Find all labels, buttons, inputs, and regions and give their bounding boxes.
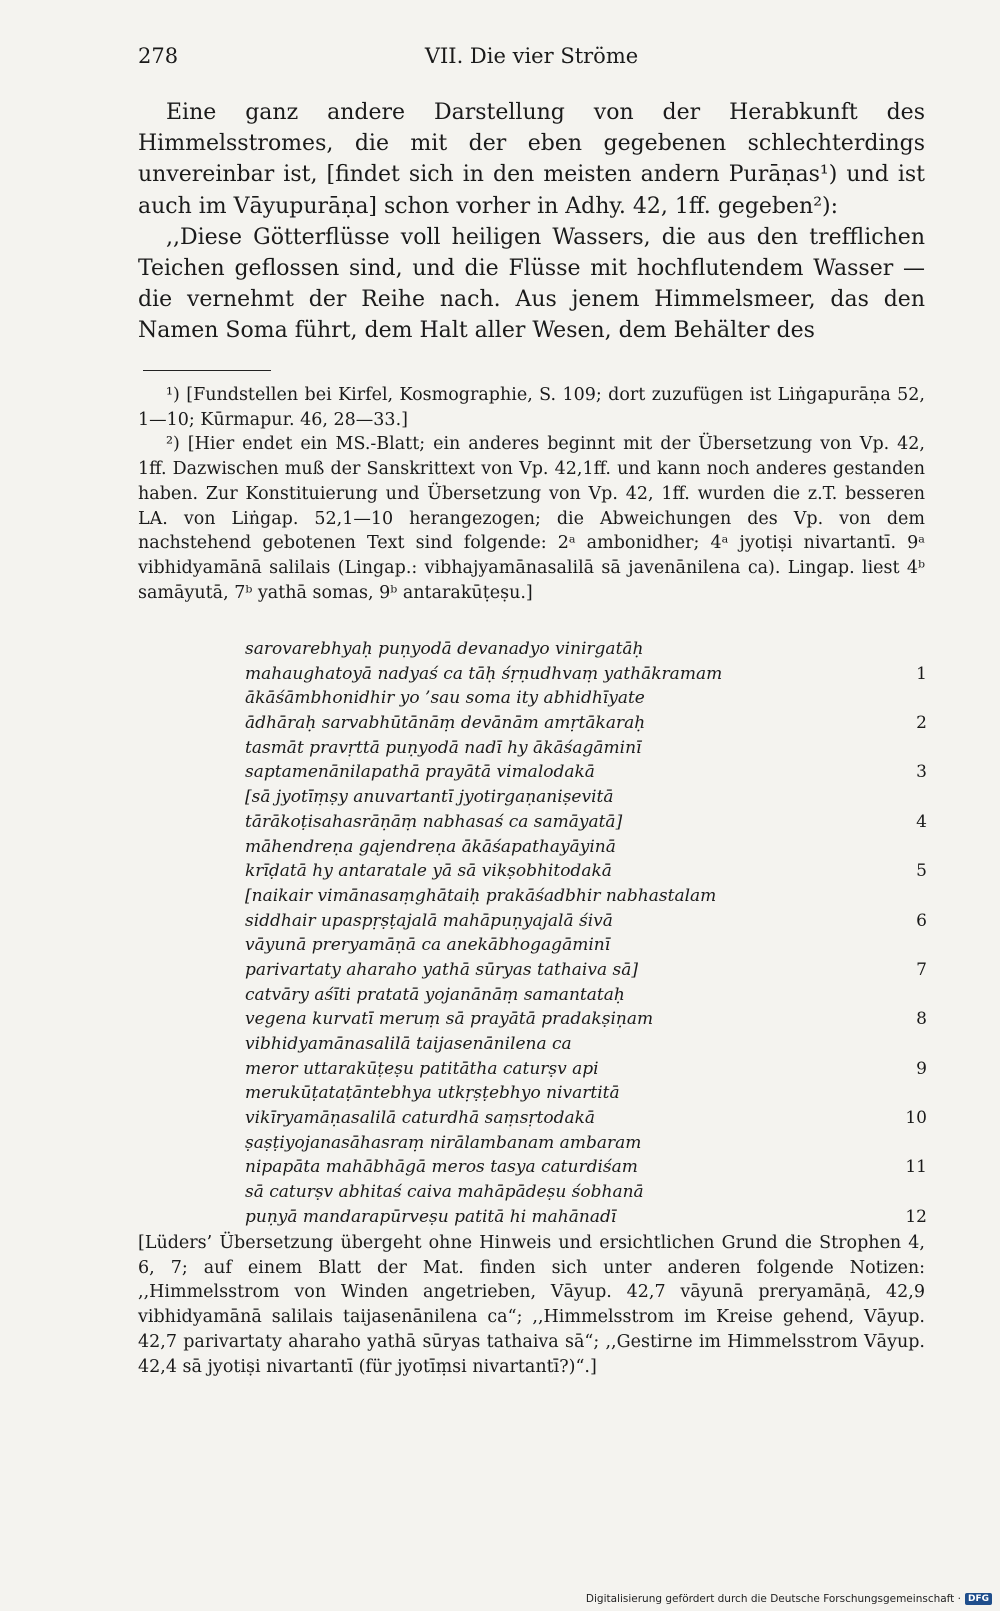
editorial-note: [138, 1231, 925, 1379]
footnotes: [138, 383, 925, 605]
verse-number: 9: [916, 1058, 927, 1079]
verse-number: 5: [916, 861, 927, 882]
verse-line: [245, 983, 927, 1008]
verse-line: [245, 958, 927, 983]
verse-text: meror uttarakūṭeṣu patitātha caturṣv api: [245, 1058, 599, 1079]
verse-line: [245, 1081, 927, 1106]
verse-text: vāyunā preryamāṇā ca anekābhogagāminī: [245, 935, 611, 956]
digitization-footer: [586, 1591, 992, 1607]
verse-text: puṇyā mandarapūrveṣu patitā hi mahānadī: [245, 1206, 617, 1227]
verse-line: [245, 859, 927, 884]
verse-line: [245, 884, 927, 909]
verse-text: merukūṭataṭāntebhya utkṛṣṭebhyo nivartitā: [245, 1083, 620, 1104]
verse-number: 4: [916, 811, 927, 832]
verse-line: [245, 1057, 927, 1082]
dfg-logo: DFG: [965, 1593, 992, 1605]
editorial-note-text: [Lüders’ Übersetzung übergeht ohne Hinweis und ersichtlichen Grund die Strophen 4, 6, 7; auf einem Blatt der Mat. finden sich unter anderen folgende Notizen: ,,Himmelsstrom von Winden angetrieben, Vāyup. 42,7 vāyunā preryamāṇā, 42,9 vibhidyamānā salilais taijasenānilena ca“; ,,Himmelsstrom im Kreise gehend, Vāyup. 42,7 parivartaty aharaho yathā sūryas tathaiva sā“; ,,Gestirne im Himmelsstrom Vāyup. 42,4 sā jyotiṣi nivartantī (für jyotīṃsi nivartantī?)“.]: [138, 1233, 925, 1377]
verse-line: [245, 1155, 927, 1180]
verse-number: 11: [905, 1157, 927, 1178]
verse-number: 1: [916, 663, 927, 684]
verse-line: [245, 736, 927, 761]
verse-text: vegena kurvatī meruṃ sā prayātā pradakṣiṇam: [245, 1009, 654, 1030]
verse-number: 10: [905, 1108, 927, 1129]
verse-text: nipapāta mahābhāgā meros tasya caturdiśam: [245, 1157, 638, 1178]
verse-line: [245, 1106, 927, 1131]
verse-number: 12: [905, 1206, 927, 1227]
verse-text: tārākoṭisahasrāṇāṃ nabhasaś ca samāyatā]: [245, 811, 623, 832]
paragraph-2: ,,Diese Götterflüsse voll heiligen Wassers, die aus den trefflichen Teichen geflossen sind, und die Flüsse mit hochflutendem Wasser — die vernehmt der Reihe nach. Aus jenem Himmelsmeer, das den Namen Soma führt, dem Halt aller Wesen, dem Behälter des: [138, 224, 925, 344]
verse-line: [245, 1205, 927, 1230]
footnote-rule: [143, 370, 271, 371]
verse-text: siddhair upaspṛṣṭajalā mahāpuṇyajalā śivā: [245, 910, 613, 931]
verse-number: 7: [916, 959, 927, 980]
verse-text: ākāśāmbhonidhir yo ’sau soma ity abhidhīyate: [245, 688, 645, 709]
verse-text: ṣaṣṭiyojanasāhasraṃ nirālambanam ambaram: [245, 1132, 642, 1153]
verse-text: tasmāt pravṛttā puṇyodā nadī hy ākāśagāminī: [245, 737, 642, 758]
verse-number: 3: [916, 762, 927, 783]
verse-text: [naikair vimānasaṃghātaiḥ prakāśadbhir nabhastalam: [245, 885, 717, 906]
verse-line: [245, 662, 927, 687]
sanskrit-verses: [245, 637, 927, 1230]
verse-text: mahaughatoyā nadyaś ca tāḥ śṛṇudhvaṃ yathākramam: [245, 663, 723, 684]
verse-line: [245, 1007, 927, 1032]
verse-line: [245, 1180, 927, 1205]
verse-line: [245, 909, 927, 934]
verse-line: [245, 1131, 927, 1156]
verse-text: sarovarebhyaḥ puṇyodā devanadyo vinirgatāḥ: [245, 639, 644, 659]
main-text: [138, 97, 925, 347]
verse-text: vibhidyamānasalilā taijasenānilena ca: [245, 1034, 572, 1054]
verse-number: 8: [916, 1009, 927, 1030]
verse-line: [245, 1032, 927, 1057]
verse-line: [245, 686, 927, 711]
running-title: VII. Die vier Ströme: [424, 44, 639, 68]
verse-number: 2: [916, 713, 927, 734]
verse-text: [sā jyotīṃṣy anuvartantī jyotirgaṇaniṣevitā: [245, 787, 614, 808]
page-number: 278: [138, 44, 179, 68]
page-header: [138, 44, 925, 74]
verse-text: catvāry aśīti pratatā yojanānāṃ samantataḥ: [245, 984, 625, 1005]
verse-line: [245, 810, 927, 835]
verse-line: [245, 785, 927, 810]
verse-text: sā caturṣv abhitaś caiva mahāpādeṣu śobhanā: [245, 1182, 644, 1203]
footer-text: Digitalisierung gefördert durch die Deutsche Forschungsgemeinschaft ·: [585, 1593, 961, 1605]
verse-line: [245, 835, 927, 860]
verse-text: vikīryamāṇasalilā caturdhā saṃsṛtodakā: [245, 1108, 596, 1129]
paragraph-1: Eine ganz andere Darstellung von der Herabkunft des Himmelsstromes, die mit der eben gegebenen schlechterdings unvereinbar ist, [findet sich in den meisten andern Purāṇas¹) und ist auch im Vāyupurāṇa] schon vorher in Adhy. 42, 1ff. gegeben²):: [138, 100, 925, 219]
verse-line: [245, 760, 927, 785]
verse-text: parivartaty aharaho yathā sūryas tathaiva sā]: [245, 959, 639, 980]
verse-text: saptamenānilapathā prayātā vimalodakā: [245, 762, 595, 783]
verse-number: 6: [916, 910, 927, 931]
verse-line: [245, 933, 927, 958]
verse-text: ādhāraḥ sarvabhūtānāṃ devānām amṛtākaraḥ: [245, 713, 646, 734]
verse-line: [245, 637, 927, 662]
verse-line: [245, 711, 927, 736]
footnote-1: ¹) [Fundstellen bei Kirfel, Kosmographie, S. 109; dort zuzufügen ist Liṅgapurāṇa 52, 1—10; Kūrmapur. 46, 28—33.]: [138, 385, 925, 430]
footnote-2: ²) [Hier endet ein MS.-Blatt; ein anderes beginnt mit der Übersetzung von Vp. 42, 1ff. Dazwischen muß der Sanskrittext von Vp. 42,1ff. und kann noch anderes gestanden haben. Zur Konstituierung und Übersetzung von Vp. 42, 1ff. wurden die z.T. besseren LA. von Liṅgap. 52,1—10 herangezogen; die Abweichungen des Vp. von dem nachstehend gebotenen Text sind folgende: 2ᵃ ambonidher; 4ᵃ jyotiṣi nivartantī. 9ᵃ vibhidyamānā salilais (Lingap.: vibhajyamānasalilā sā javenānilena ca). Lingap. liest 4ᵇ samāyutā, 7ᵇ yathā somas, 9ᵇ antarakūṭeṣu.]: [138, 434, 925, 603]
verse-text: māhendreṇa gajendreṇa ākāśapathayāyinā: [245, 836, 616, 857]
verse-text: krīḍatā hy antaratale yā sā vikṣobhitodakā: [245, 861, 612, 882]
